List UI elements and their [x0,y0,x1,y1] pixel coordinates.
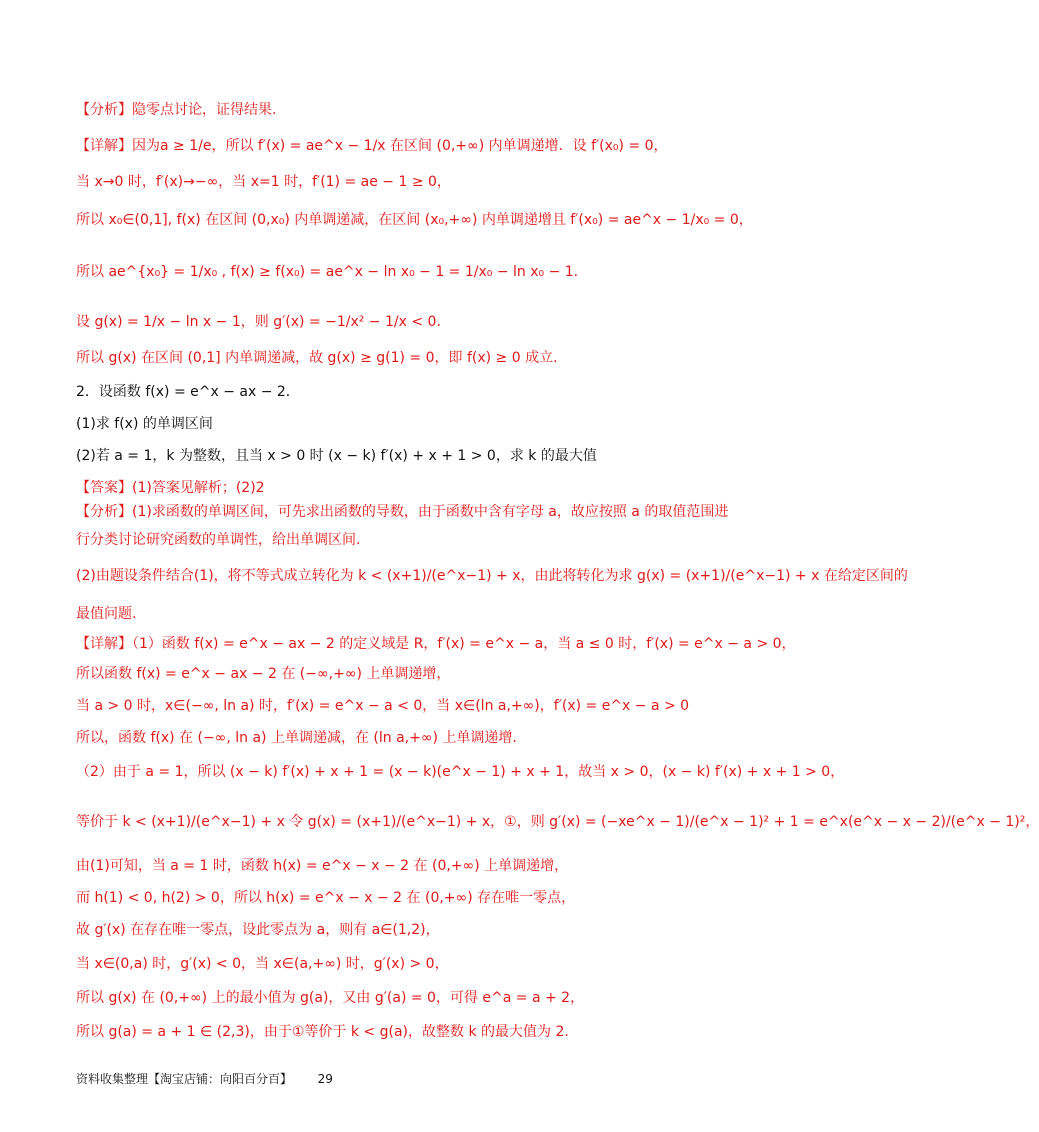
text-line-l03: 当 x→0 时，f′(x)→−∞，当 x=1 时，f′(1) = ae − 1 ≥ 0， [76,174,451,190]
text-line-l11: 【答案】(1)答案见解析；(2)2 [76,480,265,496]
text-line-l21: 等价于 k < (x+1)/(e^x−1) + x 令 g(x) = (x+1)/(e^x−1) + x，①，则 g′(x) = (−xe^x − 1)/(e^x − 1)² + 1 = e^x(e^x − x − 2)/(e^x − 1)²， [76,814,1039,830]
text-line-l10: (2)若 a = 1，k 为整数，且当 x > 0 时 (x − k) f′(x) + x + 1 > 0，求 k 的最大值 [76,448,597,464]
text-line-l18: 当 a > 0 时，x∈(−∞, ln a) 时，f′(x) = e^x − a < 0，当 x∈(ln a,+∞)，f′(x) = e^x − a > 0 [76,698,690,714]
text-line-l07: 所以 g(x) 在区间 (0,1] 内单调递减，故 g(x) ≥ g(1) = 0，即 f(x) ≥ 0 成立. [76,350,558,366]
text-line-l25: 当 x∈(0,a) 时，g′(x) < 0，当 x∈(a,+∞) 时，g′(x) > 0， [76,956,449,972]
text-line-l26: 所以 g(x) 在 (0,+∞) 上的最小值为 g(a)，又由 g′(a) = 0，可得 e^a = a + 2， [76,990,585,1006]
text-line-l17: 所以函数 f(x) = e^x − ax − 2 在 (−∞,+∞) 上单调递增， [76,666,451,682]
text-line-l12: 【分析】(1)求函数的单调区间，可先求出函数的导数，由于函数中含有字母 a，故应按照 a 的取值范围进 [76,504,729,520]
text-line-l15: 最值问题. [76,606,137,622]
text-line-l14: (2)由题设条件结合(1)，将不等式成立转化为 k < (x+1)/(e^x−1) + x，由此将转化为求 g(x) = (x+1)/(e^x−1) + x 在给定区间的 [76,568,908,584]
text-line-l09: (1)求 f(x) 的单调区间 [76,416,213,432]
text-line-l24: 故 g′(x) 在存在唯一零点，设此零点为 a，则有 a∈(1,2)， [76,922,440,938]
text-line-l16: 【详解】（1）函数 f(x) = e^x − ax − 2 的定义域是 R，f′(x) = e^x − a，当 a ≤ 0 时，f′(x) = e^x − a > 0， [76,636,796,652]
text-line-l06: 设 g(x) = 1/x − ln x − 1，则 g′(x) = −1/x² − 1/x < 0． [76,314,451,330]
footer-source: 资料收集整理【淘宝店铺：向阳百分百】 [76,1072,293,1086]
text-line-l04: 所以 x₀∈(0,1], f(x) 在区间 (0,x₀) 内单调递减，在区间 (x₀,+∞) 内单调递增且 f′(x₀) = ae^x − 1/x₀ = 0， [76,212,753,228]
text-line-l22: 由(1)可知，当 a = 1 时，函数 h(x) = e^x − x − 2 在 (0,+∞) 上单调递增， [76,858,569,874]
text-line-l20: （2）由于 a = 1，所以 (x − k) f′(x) + x + 1 = (x − k)(e^x − 1) + x + 1，故当 x > 0，(x − k) f′(x) + x + 1 > 0， [76,764,845,780]
text-line-l23: 而 h(1) < 0, h(2) > 0，所以 h(x) = e^x − x − 2 在 (0,+∞) 存在唯一零点， [76,890,576,906]
text-line-l13: 行分类讨论研究函数的单调性，给出单调区间. [76,532,361,548]
page-footer [76,1070,333,1087]
page-number: 29 [317,1072,333,1086]
text-line-l27: 所以 g(a) = a + 1 ∈ (2,3)，由于①等价于 k < g(a)，故整数 k 的最大值为 2. [76,1024,569,1040]
text-line-l05: 所以 ae^{x₀} = 1/x₀ , f(x) ≥ f(x₀) = ae^x − ln x₀ − 1 = 1/x₀ − ln x₀ − 1． [76,264,588,280]
text-line-l01: 【分析】隐零点讨论，证得结果. [76,102,277,118]
text-line-l08: 2．设函数 f(x) = e^x − ax − 2． [76,384,300,400]
text-line-l19: 所以，函数 f(x) 在 (−∞, ln a) 上单调递减，在 (ln a,+∞) 上单调递增. [76,730,517,746]
text-line-l02: 【详解】因为a ≥ 1/e，所以 f′(x) = ae^x − 1/x 在区间 (0,+∞) 内单调递增．设 f′(x₀) = 0， [76,138,668,154]
